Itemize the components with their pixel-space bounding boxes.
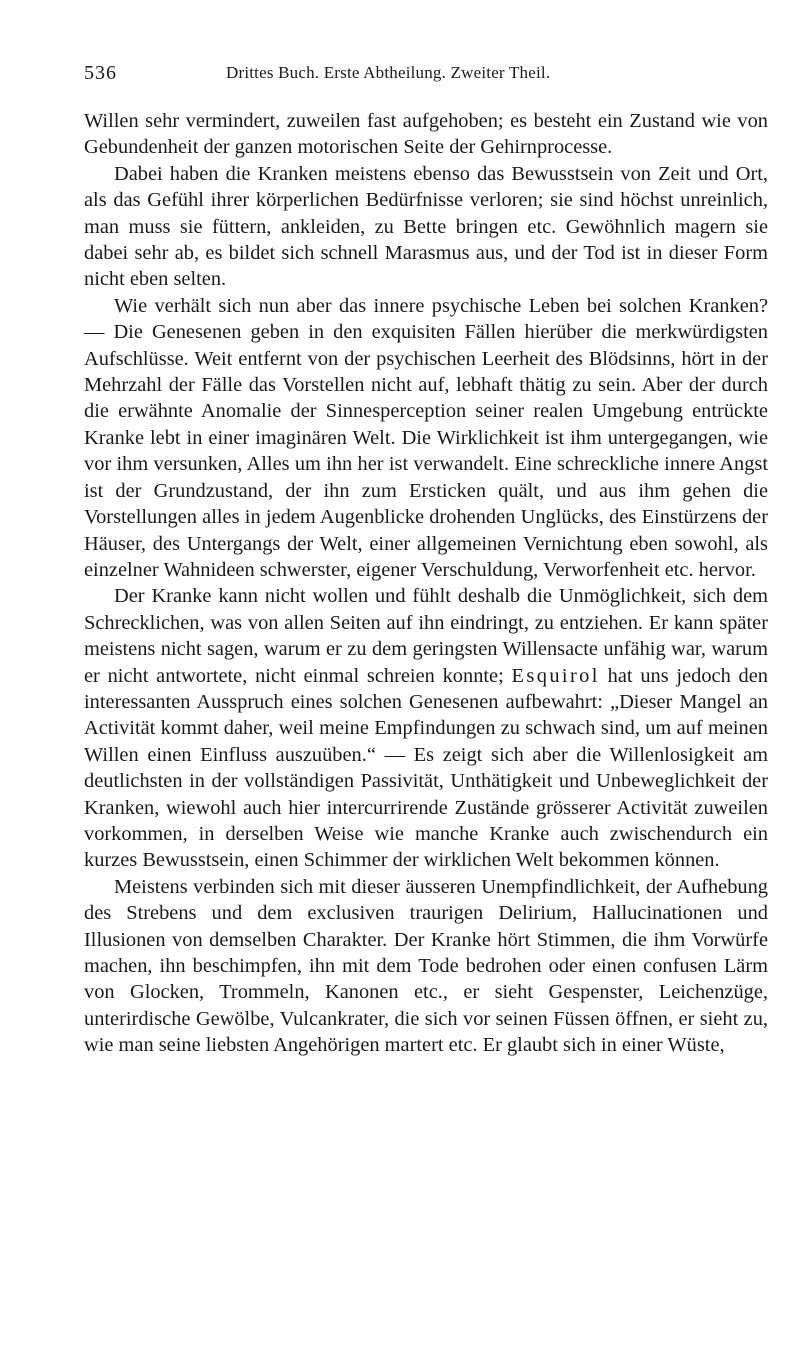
- paragraph-text: Der Kranke kann nicht wollen und fühlt deshalb die Unmöglichkeit, sich dem Schrecklichen, was von allen Seiten auf ihn eindringt, zu entziehen. Er kann später meistens nicht sagen, warum er zu dem geringsten Willensacte unfähig war, warum er nicht antwortete, nicht einmal schreien konnte;: [84, 585, 768, 687]
- page-header: [84, 62, 768, 92]
- paragraph: Meistens verbinden sich mit dieser äusseren Unempfindlichkeit, der Aufhebung des Strebens und dem exclusiven traurigen Delirium, Hallucinationen und Illusionen von demselben Charakter. Der Kranke hört Stimmen, die ihm Vorwürfe machen, ihn beschimpfen, ihn mit dem Tode bedrohen oder einen confusen Lärm von Glocken, Trommeln, Kanonen etc., er sieht Gespenster, Leichenzüge, unterirdische Gewölbe, Vulcankrater, die sich vor seinen Füssen öffnen, er sieht zu, wie man seine liebsten Angehörigen martert etc. Er glaubt sich in einer Wüste,: [84, 875, 768, 1057]
- book-page: [84, 62, 768, 1059]
- author-name-spaced: Esquirol: [511, 664, 600, 687]
- paragraph: Wie verhält sich nun aber das innere psychische Leben bei solchen Kranken? — Die Genesenen geben in den exquisiten Fällen hierüber die merkwürdigsten Aufschlüsse. Weit entfernt von der psychischen Leerheit des Blödsinns, hört in der Mehrzahl der Fälle das Vorstellen nicht auf, lebhaft thätig zu sein. Aber der durch die erwähnte Anomalie der Sinnesperception seiner realen Umgebung entrückte Kranke lebt in einer imaginären Welt. Die Wirklichkeit ist ihm untergegangen, wie vor ihm versunken, Alles um ihn her ist verwandelt. Eine schreckliche innere Angst ist der Grundzustand, der ihn zum Ersticken quält, und aus ihm gehen die Vorstellungen alles in jedem Augenblicke drohenden Unglücks, des Einstürzens der Häuser, des Untergangs der Welt, einer allgemeinen Vernichtung eben sowohl, als einzelner Wahnideen schwerster, eigener Verschuldung, Verworfenheit etc. hervor.: [84, 294, 768, 581]
- page-number: 536: [84, 62, 117, 84]
- paragraph-text: hat uns jedoch den interessanten Ausspruch eines solchen Genesenen aufbewahrt: „Dieser Mangel an Activität kommt daher, weil meine Empfindungen zu schwach sind, um auf meinen Willen einen Einfluss auszuüben.“ — Es zeigt sich aber die Willenlosigkeit am deutlichsten in der vollständigen Passivität, Unthätigkeit und Unbeweglichkeit der Kranken, wiewohl auch hier intercurrirende Zustände grösserer Activität zuweilen vorkommen, in derselben Weise wie manche Kranke auch zwischendurch ein kurzes Bewusstsein, einen Schimmer der wirklichen Welt bekommen können.: [84, 664, 768, 872]
- paragraph: Dabei haben die Kranken meistens ebenso das Bewusstsein von Zeit und Ort, als das Gefühl ihrer körperlichen Bedürfnisse verloren; sie sind höchst unreinlich, man muss sie füttern, ankleiden, zu Bette bringen etc. Gewöhnlich magern sie dabei sehr ab, es bildet sich schnell Marasmus aus, und der Tod ist in dieser Form nicht eben selten.: [84, 162, 768, 291]
- body-text: [84, 108, 768, 1059]
- running-head: Drittes Buch. Erste Abtheilung. Zweiter Theil.: [226, 63, 551, 82]
- paragraph: Willen sehr vermindert, zuweilen fast aufgehoben; es besteht ein Zustand wie von Gebundenheit der ganzen motorischen Seite der Gehirnprocesse.: [84, 110, 768, 159]
- paragraph: [84, 583, 768, 873]
